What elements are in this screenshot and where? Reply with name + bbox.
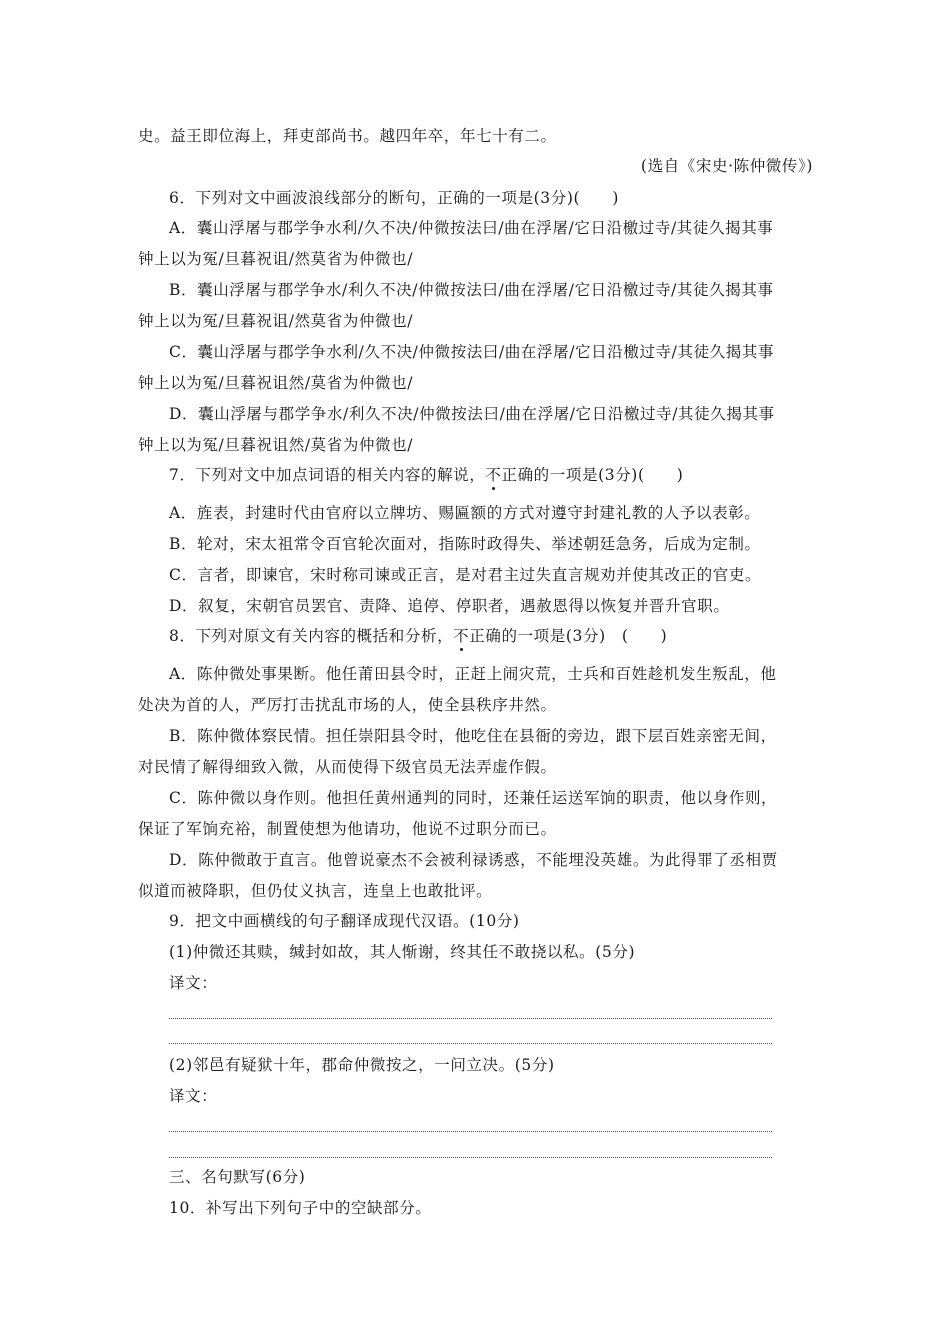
q8-option-a-line2: 处决为首的人，严厉打击扰乱市场的人，使全县秩序井然。 bbox=[138, 696, 557, 714]
q7-option-c: C．言者，即谏官，宋时称司谏或正言，是对君主过失直言规劝并使其改正的官吏。 bbox=[169, 566, 762, 584]
q7-option-b: B．轮对，宋太祖常令百官轮次面对，指陈时政得失、举述朝廷急务，后成为定制。 bbox=[169, 535, 761, 553]
q7-emphasis-char: 不 bbox=[485, 466, 502, 484]
passage-end: 史。益王即位海上，拜吏部尚书。越四年卒，年七十有二。 bbox=[138, 127, 557, 145]
q8-stem-after: 正确的一项是(3分) ( ) bbox=[469, 627, 668, 645]
q8-option-d-line1: D．陈仲微敢于直言。他曾说豪杰不会被利禄诱惑，不能埋没英雄。为此得罪了丞相贾 bbox=[169, 851, 778, 869]
q8-option-b-line2: 对民情了解得细致入微，从而使得下级官员无法弄虚作假。 bbox=[138, 758, 557, 776]
q8-emphasis-char: 不 bbox=[453, 627, 470, 645]
q7-option-a: A．旌表，封建时代由官府以立牌坊、赐匾额的方式对遵守封建礼教的人予以表彰。 bbox=[169, 504, 761, 522]
q8-option-c-line2: 保证了军饷充裕，制置使想为他请功，他说不过职分而已。 bbox=[138, 820, 557, 838]
q10-stem: 10．补写出下列句子中的空缺部分。 bbox=[169, 1199, 432, 1217]
q8-option-d-line2: 似道而被降职，但仍仗义执言，连皇上也敢批评。 bbox=[138, 882, 493, 900]
q7-stem bbox=[169, 465, 683, 485]
q6-option-d-line1: D．囊山浮屠与郡学争水/利久不决/仲微按法曰/曲在浮屠/它日沿檄过寺/其徒久揭其事 bbox=[169, 405, 775, 423]
q9-sub2-translation-label: 译文： bbox=[169, 1087, 218, 1105]
q8-option-a-line1: A．陈仲微处事果断。他任莆田县令时，正赶上闹灾荒，士兵和百姓趁机发生叛乱，他 bbox=[169, 665, 777, 683]
q6-stem: 6．下列对文中画波浪线部分的断句，正确的一项是(3分)( ) bbox=[169, 189, 620, 207]
q9-sub1-answer-line-1[interactable] bbox=[169, 1018, 772, 1019]
q6-option-b-line1: B．囊山浮屠与郡学争水/利久不决/仲微按法曰/曲在浮屠/它日沿檄过寺/其徒久揭其事 bbox=[169, 281, 774, 299]
q8-stem bbox=[169, 626, 667, 646]
q9-stem: 9．把文中画横线的句子翻译成现代汉语。(10分) bbox=[169, 912, 520, 930]
q7-option-d: D．叙复，宋朝官员罢官、责降、追停、停职者，遇赦恩得以恢复并晋升官职。 bbox=[169, 597, 730, 615]
section-3-heading: 三、名句默写(6分) bbox=[169, 1168, 306, 1186]
q6-option-c-line2: 钟上以为冤/旦暮祝诅然/莫省为仲微也/ bbox=[138, 374, 414, 392]
q6-option-d-line2: 钟上以为冤/旦暮祝诅然/莫省为仲微也/ bbox=[138, 436, 414, 454]
q9-sub1: (1)仲微还其赎，缄封如故，其人惭谢，终其任不敢挠以私。(5分) bbox=[169, 943, 636, 961]
q6-option-a-line1: A．囊山浮屠与郡学争水利/久不决/仲微按法曰/曲在浮屠/它日沿檄过寺/其徒久揭其事 bbox=[169, 219, 774, 237]
q9-sub1-answer-line-2[interactable] bbox=[169, 1043, 772, 1044]
q7-stem-before: 7．下列对文中加点词语的相关内容的解说， bbox=[169, 466, 486, 484]
q8-option-c-line1: C．陈仲微以身作则。他担任黄州通判的同时，还兼任运送军饷的职责，他以身作则， bbox=[169, 789, 778, 807]
q9-sub2-answer-line-2[interactable] bbox=[169, 1157, 772, 1158]
q6-option-b-line2: 钟上以为冤/旦暮祝诅/然莫省为仲微也/ bbox=[138, 312, 414, 330]
q9-sub1-translation-label: 译文： bbox=[169, 974, 218, 992]
source-citation: (选自《宋史·陈仲微传》) bbox=[640, 157, 813, 175]
q6-option-a-line2: 钟上以为冤/旦暮祝诅/然莫省为仲微也/ bbox=[138, 250, 414, 268]
q9-sub2-answer-line-1[interactable] bbox=[169, 1131, 772, 1132]
q6-option-c-line1: C．囊山浮屠与郡学争水利/久不决/仲微按法曰/曲在浮屠/它日沿檄过寺/其徒久揭其事 bbox=[169, 343, 775, 361]
q9-sub2: (2)邻邑有疑狱十年，郡命仲微按之，一问立决。(5分) bbox=[169, 1056, 555, 1074]
q7-stem-after: 正确的一项是(3分)( ) bbox=[501, 466, 684, 484]
q8-stem-before: 8．下列对原文有关内容的概括和分析， bbox=[169, 627, 454, 645]
q8-option-b-line1: B．陈仲微体察民情。担任崇阳县令时，他吃住在县衙的旁边，跟下层百姓亲密无间， bbox=[169, 727, 777, 745]
